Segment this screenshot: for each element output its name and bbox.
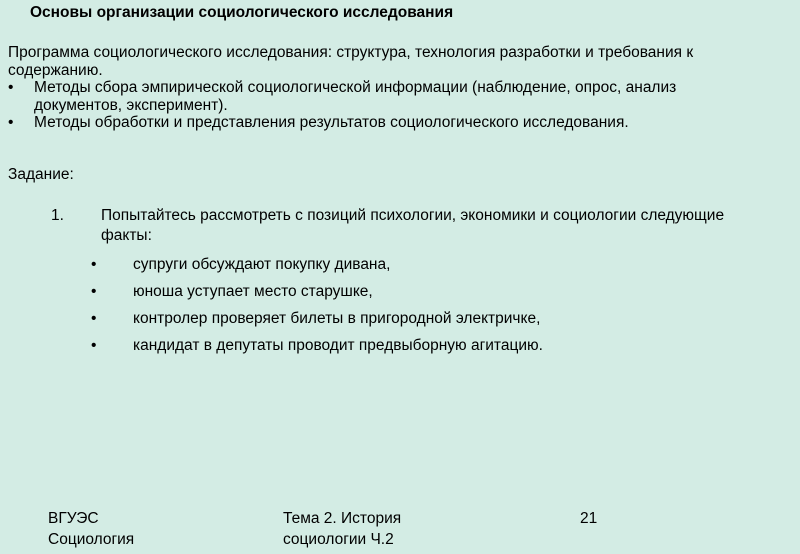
bullet-icon: • (8, 79, 14, 96)
fact-item (51, 251, 771, 278)
intro-bullet-list (8, 79, 768, 132)
fact-item (51, 278, 771, 305)
intro-block (8, 44, 768, 132)
bullet-icon: • (91, 310, 97, 327)
fact-item (51, 332, 771, 359)
fact-text: супруги обсуждают покупку дивана, (133, 256, 391, 273)
intro-bullet-item (8, 114, 768, 132)
bullet-icon: • (91, 283, 97, 300)
page-number: 21 (580, 510, 598, 527)
facts-list (51, 251, 771, 359)
bullet-icon: • (91, 256, 97, 273)
fact-item (51, 305, 771, 332)
task-item-text: Попытайтесь рассмотреть с позиций психологии, экономики и социологии следующие факты: (101, 207, 725, 244)
footer-topic (283, 508, 483, 550)
footer-topic-line: Тема 2. История (283, 510, 402, 527)
footer-course-line: Социология (48, 531, 135, 548)
task-item (51, 206, 771, 246)
slide-title: Основы организации социологического исследования (30, 4, 454, 21)
fact-text: контролер проверяет билеты в пригородной электричке, (133, 310, 541, 327)
footer-topic-line: социологии Ч.2 (283, 531, 394, 548)
intro-bullet-item (8, 79, 768, 114)
intro-bullet-text: Методы обработки и представления результатов социологического исследования. (34, 114, 629, 131)
task-label: Задание: (8, 166, 74, 183)
task-block (51, 206, 771, 359)
fact-text: юноша уступает место старушке, (133, 283, 373, 300)
intro-lead: Программа социологического исследования: структура, технология разработки и требования к содержанию. (8, 44, 694, 79)
task-item-number: 1. (51, 207, 64, 224)
bullet-icon: • (91, 337, 97, 354)
footer-org-line: ВГУЭС (48, 510, 99, 527)
bullet-icon: • (8, 114, 14, 131)
footer-organization (48, 508, 198, 550)
fact-text: кандидат в депутаты проводит предвыборную агитацию. (133, 337, 543, 354)
intro-bullet-text: Методы сбора эмпирической социологической информации (наблюдение, опрос, анализ документов, эксперимент). (34, 79, 677, 114)
